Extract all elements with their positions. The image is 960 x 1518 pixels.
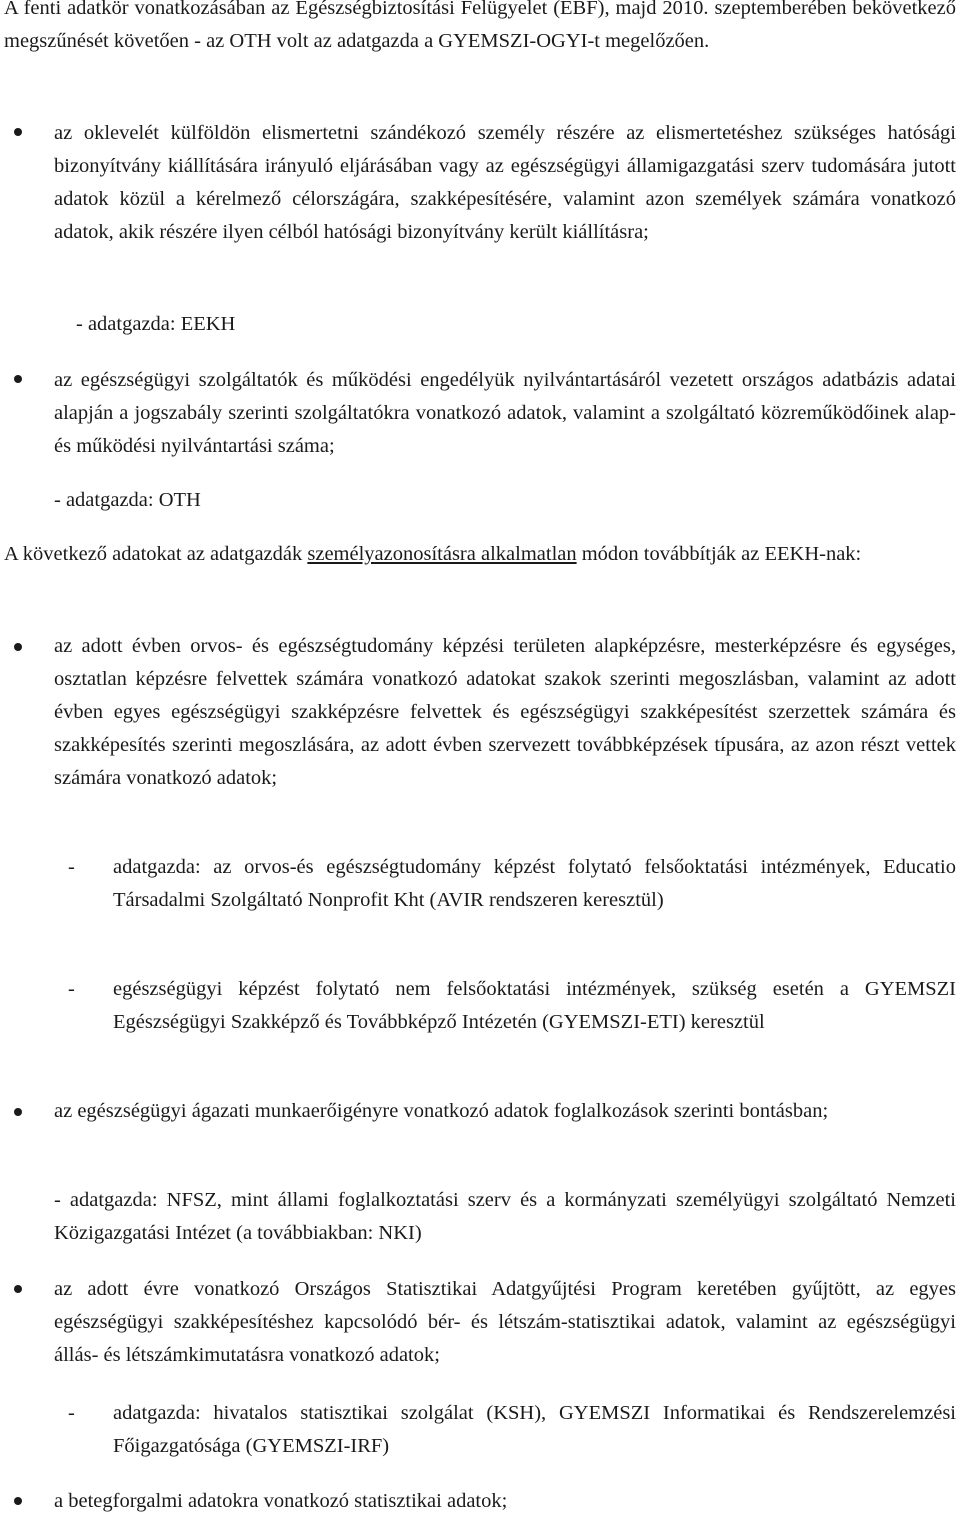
bullet-icon bbox=[14, 1285, 22, 1293]
dash-marker: - bbox=[68, 856, 75, 878]
bullet-icon bbox=[14, 1497, 22, 1505]
list-item: az egészségügyi szolgáltatók és működési engedélyük nyilvántartásáról vezetett országos adatbázis adatai alapján a jogszabály szerinti szolgáltatókra vonatkozó adatok, valamint a szolgáltató közreműködőinek alap- és működési nyilvántartási száma; bbox=[54, 369, 956, 457]
data-owner-line: - adatgazda: NFSZ, mint állami foglalkoztatási szerv és a kormányzati személyügyi szolgáltató Nemzeti Közigazgatási Intézet (a továbbiakban: NKI) bbox=[54, 1189, 956, 1244]
transfer-text-after: módon továbbítják az EEKH-nak: bbox=[576, 543, 862, 565]
list-item: az adott évben orvos- és egészségtudomány képzési területen alapképzésre, mesterképzésre és egységes, osztatlan képzésre felvettek számára vonatkozó adatokat szakok szerinti megoszlásban, valamint az adott évben egyes egészségügyi szakképzésre felvettek és egészségügyi szakképesítést szerzettek számára és szakképesítés szerinti megoszlására, az adott évben szervezett továbbképzések típusára, az azon részt vettek számára vonatkozó adatok; bbox=[54, 635, 956, 789]
bullet-icon bbox=[14, 1108, 22, 1116]
dash-marker: - bbox=[68, 1402, 75, 1424]
transfer-paragraph bbox=[4, 538, 956, 571]
sub-list-item: adatgazda: hivatalos statisztikai szolgálat (KSH), GYEMSZI Informatikai és Rendszerelemzési Főigazgatósága (GYEMSZI-IRF) bbox=[113, 1402, 956, 1457]
transfer-text-before: A következő adatokat az adatgazdák bbox=[4, 543, 308, 565]
data-owner-line: - adatgazda: OTH bbox=[54, 489, 201, 511]
sub-list-item: adatgazda: az orvos-és egészségtudomány képzést folytató felsőoktatási intézmények, Educatio Társadalmi Szolgáltató Nonprofit Kht (AVIR rendszeren keresztül) bbox=[113, 856, 956, 911]
list-item: az oklevelét külföldön elismertetni szándékozó személy részére az elismertetéshez szükséges hatósági bizonyítvány kiállítására irányuló eljárásában vagy az egészségügyi államigazgatási szerv tudomására jutott adatok közül a kérelmező célországára, szakképesítésére, valamint azon személyek számára vonatkozó adatok, akik részére ilyen célból hatósági bizonyítvány került kiállításra; bbox=[54, 122, 956, 243]
list-item: az adott évre vonatkozó Országos Statisztikai Adatgyűjtési Program keretében gyűjtött, az egyes egészségügyi szakképesítéshez kapcsolódó bér- és létszám-statisztikai adatok, valamint az egészségügyi állás- és létszámkimutatásra vonatkozó adatok; bbox=[54, 1278, 956, 1366]
list-item: a betegforgalmi adatokra vonatkozó statisztikai adatok; bbox=[54, 1490, 508, 1512]
underlined-phrase: személyazonosításra alkalmatlan bbox=[307, 543, 577, 565]
list-item: az egészségügyi ágazati munkaerőigényre vonatkozó adatok foglalkozások szerinti bontásban; bbox=[54, 1100, 829, 1122]
bullet-icon bbox=[14, 375, 22, 383]
sub-list-item: egészségügyi képzést folytató nem felsőoktatási intézmények, szükség esetén a GYEMSZI Egészségügyi Szakképző és Továbbképző Intézetén (GYEMSZI-ETI) keresztül bbox=[113, 978, 956, 1033]
bullet-icon bbox=[14, 643, 22, 651]
data-owner-line: - adatgazda: EEKH bbox=[76, 313, 236, 335]
bullet-icon bbox=[14, 128, 22, 136]
dash-marker: - bbox=[68, 978, 75, 1000]
intro-paragraph: A fenti adatkör vonatkozásában az Egészségbiztosítási Felügyelet (EBF), majd 2010. szeptemberében bekövetkező megszűnését követően - az OTH volt az adatgazda a GYEMSZI-OGYI-t megelőzően. bbox=[4, 0, 956, 52]
